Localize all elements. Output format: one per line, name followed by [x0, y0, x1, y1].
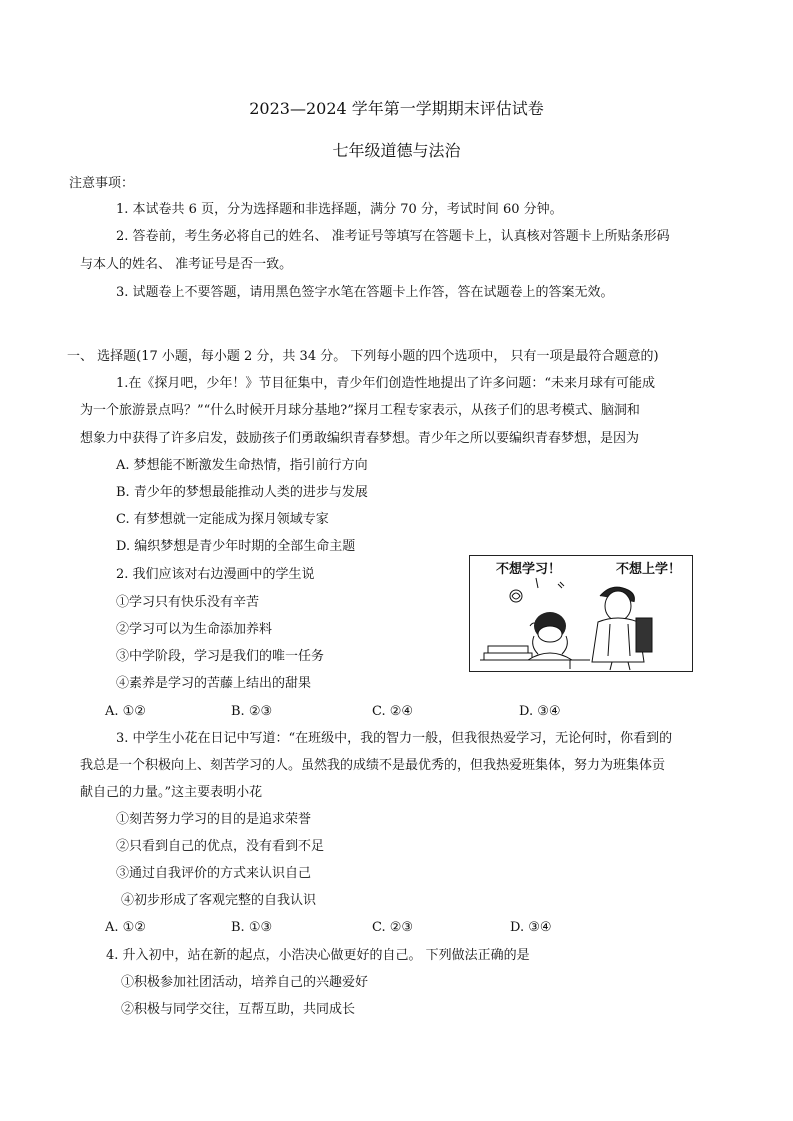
q2-statement-3: ③中学阶段，学习是我们的唯一任务: [116, 649, 325, 664]
q1-option-d: D. 编织梦想是青少年时期的全部生命主题: [116, 539, 356, 554]
exam-subtitle: 七年级道德与法治: [332, 141, 461, 160]
q3-option-d: D. ③④: [510, 920, 552, 935]
notice-heading: 注意事项：: [69, 176, 135, 191]
section-heading: 一、 选择题(17 小题，每小题 2 分，共 34 分。 下列每小题的四个选项中， 只有一项是最符合题意的): [67, 349, 659, 364]
q3-stem-line-3: 献自己的力量。”这主要表明小花: [80, 785, 263, 800]
q3-statement-4: ④初步形成了客观完整的自我认识: [121, 893, 317, 908]
q3-statement-2: ②只看到自己的优点，没有看到不足: [116, 839, 325, 854]
q2-option-c: C. ②④: [372, 704, 414, 719]
q3-stem-line-1: 3. 中学生小花在日记中写道：“在班级中，我的智力一般，但我很热爱学习，无论何时，你看到的: [116, 731, 673, 746]
q3-stem-line-2: 我总是一个积极向上、刻苦学习的人。虽然我的成绩不是最优秀的，但我热爱班集体，努力为班集体贡: [80, 758, 666, 773]
q1-stem-line-3: 想象力中获得了许多启发，鼓励孩子们勇敢编织青春梦想。青少年之所以要编织青春梦想，是因为: [80, 431, 640, 446]
q1-stem-line-2: 为一个旅游景点吗？”“什么时候开月球分基地?”探月工程专家表示，从孩子们的思考模式、脑洞和: [80, 403, 640, 418]
notice-item-2: 2. 答卷前，考生务必将自己的姓名、 准考证号等填写在答题卡上，认真核对答题卡上所贴条形码: [116, 229, 670, 244]
q1-stem-line-1: 1.在《探月吧，少年！》节目征集中，青少年们创造性地提出了许多问题：“未来月球有可能成: [116, 376, 656, 391]
q1-option-a: A. 梦想能不断激发生命热情，指引前行方向: [116, 458, 368, 473]
q3-option-b: B. ①③: [231, 920, 273, 935]
notice-item-2-cont: 与本人的姓名、 准考证号是否一致。: [80, 257, 293, 272]
q2-option-a: A. ①②: [105, 704, 146, 719]
q2-statement-1: ①学习只有快乐没有辛苦: [116, 595, 260, 610]
bubble-right-text: 不想上学！: [616, 561, 682, 576]
q4-statement-2: ②积极与同学交往，互帮互助，共同成长: [121, 1002, 356, 1017]
exam-title: 2023—2024 学年第一学期期末评估试卷: [249, 99, 544, 118]
cartoon-image: [469, 555, 693, 672]
q1-option-c: C. 有梦想就一定能成为探月领域专家: [116, 512, 329, 527]
q1-option-b: B. 青少年的梦想最能推动人类的进步与发展: [116, 485, 368, 500]
q4-stem: 4. 升入初中，站在新的起点，小浩决心做更好的自己。 下列做法正确的是: [106, 948, 530, 963]
q2-statement-2: ②学习可以为生命添加养料: [116, 622, 273, 637]
q2-option-d: D. ③④: [519, 704, 561, 719]
q3-statement-1: ①刻苦努力学习的目的是追求荣誉: [116, 812, 312, 827]
q3-statement-3: ③通过自我评价的方式来认识自己: [116, 866, 312, 881]
q3-option-c: C. ②③: [372, 920, 414, 935]
bubble-left-text: 不想学习！: [496, 561, 562, 576]
notice-item-3: 3. 试题卷上不要答题，请用黑色签字水笔在答题卡上作答，答在试题卷上的答案无效。: [116, 285, 614, 300]
notice-item-1: 1. 本试卷共 6 页，分为选择题和非选择题，满分 70 分，考试时间 60 分钟。: [116, 202, 563, 217]
q4-statement-1: ①积极参加社团活动，培养自己的兴趣爱好: [121, 975, 369, 990]
q2-statement-4: ④素养是学习的苦藤上结出的甜果: [116, 676, 312, 691]
q2-stem: 2. 我们应该对右边漫画中的学生说: [116, 567, 315, 582]
q2-option-b: B. ②③: [231, 704, 273, 719]
q3-option-a: A. ①②: [105, 920, 146, 935]
cartoon-drawing: [470, 556, 692, 671]
